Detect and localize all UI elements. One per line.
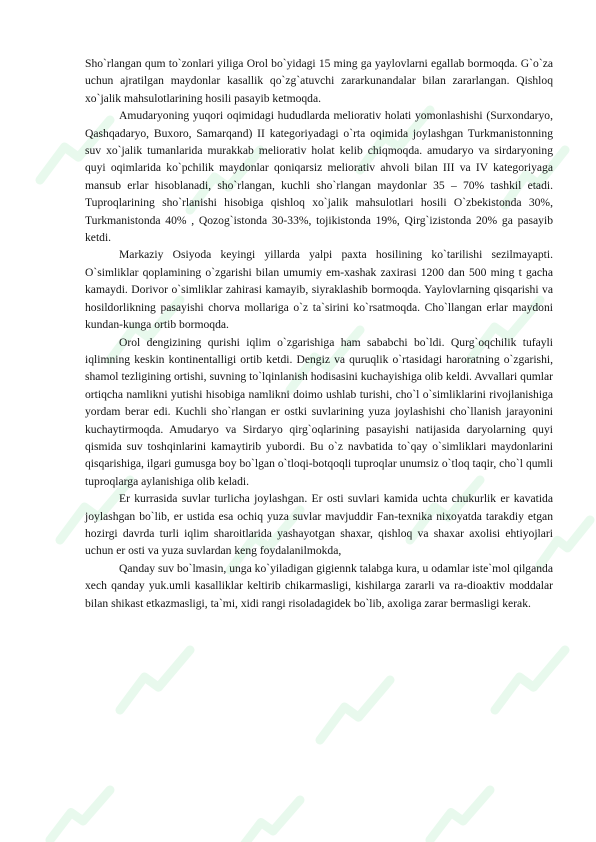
document-body [85, 55, 553, 612]
paragraph-1: Sho`rlangan qum to`zonlari yiliga Orol bo`yidagi 15 ming ga yaylovlarni egallab bormoqda. G`o`za uchun ajratilgan maydonlar kasallik qo`zg`atuvchi zararkunandalar bilan zararlangan. Qishloq xo`jalik mahsulotlarining hosili pasayib ketmoqda. [85, 57, 553, 105]
paragraph-4: Orol dengizining qurishi iqlim o`zgarishiga ham sababchi bo`ldi. Qurg`oqchilik tufayli iqlimning keskin kontinentalligi ortib ketdi. Dengiz va quruqlik o`rtasidagi haroratning o`zgarishi, shamol tezligining ortishi, suvning to`lqinlanish hodisasini kuchayishiga olib keldi. Avvallari qumlar ortiqcha namlikni yutishi hisobiga namlikni doimo ushlab turishi, cho`l o`simliklarini rivojlanishiga yordam berar edi. Kuchli sho`rlangan er ostki suvlarining yuza joylashishi cho`llanish jarayonini kuchaytirmoqda. Amudaryo va Sirdaryo qirg`oqlarining pasayishi natijasida daryolarning quyi qismida suv toshqinlarini kamaytirib yubordi. Bu o`z navbatida to`qay o`simliklari maydonlarini qisqarishiga, ilgari gumusga boy bo`lgan o`tloqi-botqoqli tuproqlar unumsiz o`tloq taqir, cho`l qumli tuproqlarga aylanishiga olib keladi. [85, 335, 553, 488]
paragraph-2: Amudaryoning yuqori oqimidagi hududlarda meliorativ holati yomonlashishi (Surxondaryo, Qashqadaryo, Buxoro, Samarqand) II kategoriyadagi o`rta oqimida joylashgan Turkmanistonning suv xo`jalik tumanlarida murakkab meliorativ holat kelib chiqmoqda. amudaryo va sirdaryoning quyi oqimlarida ko`pchilik maydonlar qoniqarsiz meliorativ ahvoli bilan III va IV kategoriyaga mansub erlar hisoblanadi, sho`rlangan, kuchli sho`rlangan maydonlar 35 – 70% tashkil etadi. Tuproqlarining sho`rlanishi hisobiga qishloq xo`jalik mahsulotlari hosili O`zbekistonda 30%, Turkmanistonda 40% , Qozog`istonda 30-33%, tojikistonda 19%, Qirg`izistonda 20% ga pasayib ketdi. [85, 109, 553, 245]
watermark-mark-15 [50, 790, 110, 840]
watermark-mark-14 [495, 650, 565, 710]
watermark-mark-17 [430, 790, 490, 840]
paragraph-6: Qanday suv bo`lmasin, unga ko`yiladigan gigiennk talabga kura, u odamlar iste`mol qilganda xech qanday yuk.umli kasalliklar keltirib chikarmasligi, kishilarga zararli va ra-dioaktiv moddalar bilan shikast etkazmasligi, ta`mi, xidi rangi risoladagidek bo`lib, axoliga zarar bermasligi kerak. [85, 561, 553, 610]
watermark-mark-13 [320, 680, 390, 740]
watermark-mark-12 [120, 650, 190, 710]
paragraph-5: Er kurrasida suvlar turlicha joylashgan. Er osti suvlari kamida uchta chukurlik er kavatida joylashgan bo`lib, er ustida esa ochiq yuza suvlar mavjuddir Fan-texnika nixoyatda tarakdiy etgan hozirgi davrda turli iqlim sharoitlarida yashayotgan shaxar, qishloq va shaxar axolisi ehtiyojlari uchun er osti va yuza suvlardan keng foydalanilmokda, [85, 492, 553, 558]
paragraph-3: Markaziy Osiyoda keyingi yillarda yalpi paxta hosilining ko`tarilishi sezilmayapti. O`simliklar qoplamining o`zgarishi bilan umumiy em-xashak zaxirasi 1200 dan 500 ming t gacha kamaydi. Dorivor o`simliklar zahirasi kamayib, siyraklashib bormoqda. Yaylovlarning qisqarishi va hosildorlikning pasayishi chorva mollariga o`z ta`sirini ko`rsatmoqda. Cho`llangan erlar maydoni kundan-kunga ortib bormoqda. [85, 248, 553, 332]
watermark-mark-16 [240, 800, 300, 842]
